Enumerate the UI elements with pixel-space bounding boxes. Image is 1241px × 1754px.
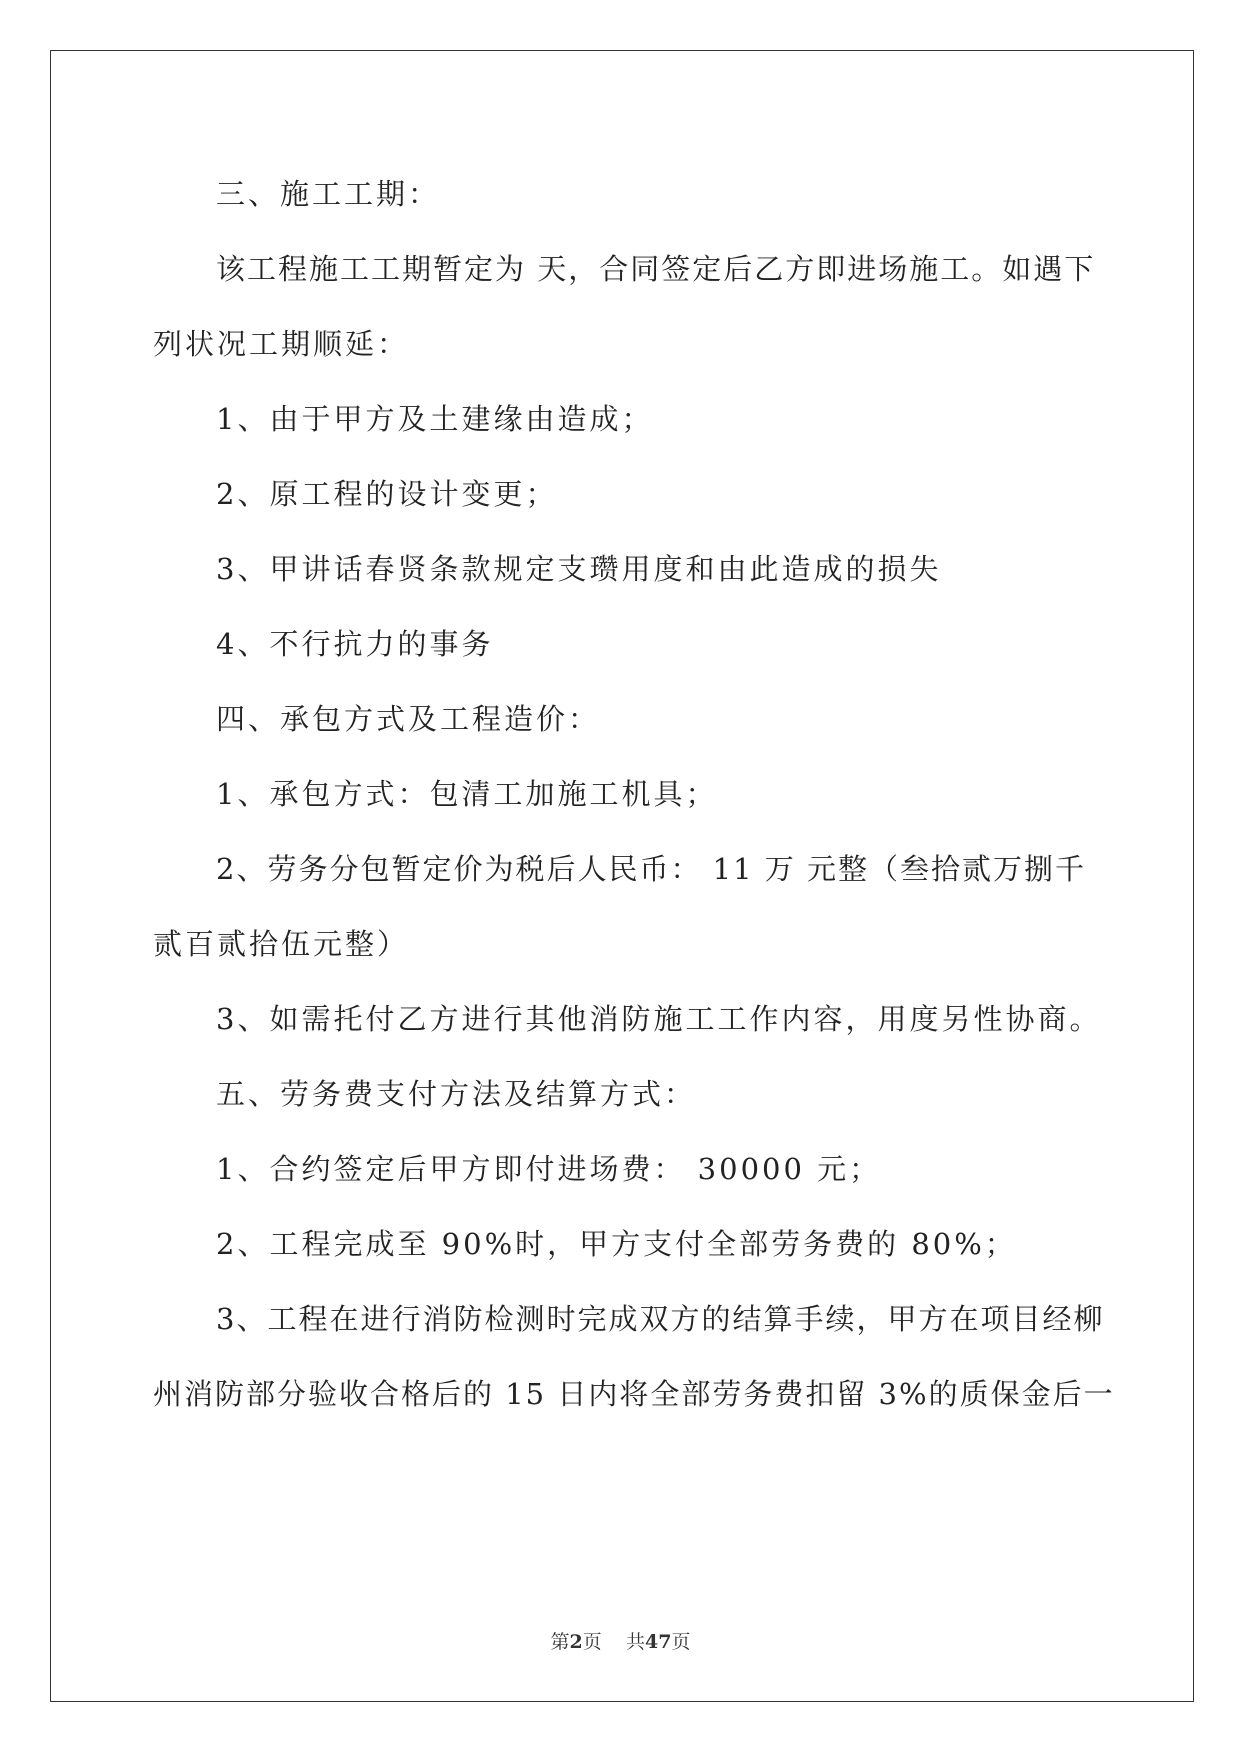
list-item: 1、合约签定后甲方即付进场费： 30000 元；	[216, 1152, 882, 1186]
list-item: 3、甲讲话春贤条款规定支瓒用度和由此造成的损失	[216, 552, 942, 586]
list-item: 3、工程在进行消防检测时完成双方的结算手续，甲方在项目经柳	[216, 1302, 1105, 1336]
list-item: 3、如需托付乙方进行其他消防施工工作内容，用度另性协商。	[216, 1002, 1102, 1036]
section-heading-construction-period: 三、施工工期：	[216, 177, 441, 211]
paragraph-line: 贰百贰拾伍元整）	[153, 927, 410, 961]
footer-total-suffix: 页	[671, 1631, 691, 1653]
footer-page-prefix: 第	[550, 1631, 570, 1653]
list-item: 4、不行抗力的事务	[216, 627, 494, 661]
paragraph-line: 列状况工期顺延：	[153, 327, 410, 361]
list-item: 2、原工程的设计变更；	[216, 477, 558, 511]
footer-page-suffix: 页	[582, 1631, 602, 1653]
list-item: 2、劳务分包暂定价为税后人民币： 11 万 元整（叁拾贰万捌千	[216, 852, 1087, 886]
list-item: 1、承包方式：包清工加施工机具；	[216, 777, 718, 811]
list-item: 1、由于甲方及土建缘由造成；	[216, 402, 654, 436]
section-heading-contract-method: 四、承包方式及工程造价：	[216, 702, 601, 736]
section-heading-payment: 五、劳务费支付方法及结算方式：	[216, 1077, 697, 1111]
page-footer	[0, 1630, 1241, 1654]
footer-total-prefix: 共	[625, 1631, 645, 1653]
paragraph-line: 该工程施工工期暂定为 天，合同签定后乙方即进场施工。如遇下	[216, 252, 1096, 286]
footer-total-pages: 47	[644, 1631, 672, 1653]
paragraph-line: 州消防部分验收合格后的 15 日内将全部劳务费扣留 3%的质保金后一	[153, 1377, 1115, 1411]
list-item: 2、工程完成至 90%时，甲方支付全部劳务费的 80%；	[216, 1227, 1017, 1261]
footer-page-number: 2	[569, 1631, 583, 1653]
